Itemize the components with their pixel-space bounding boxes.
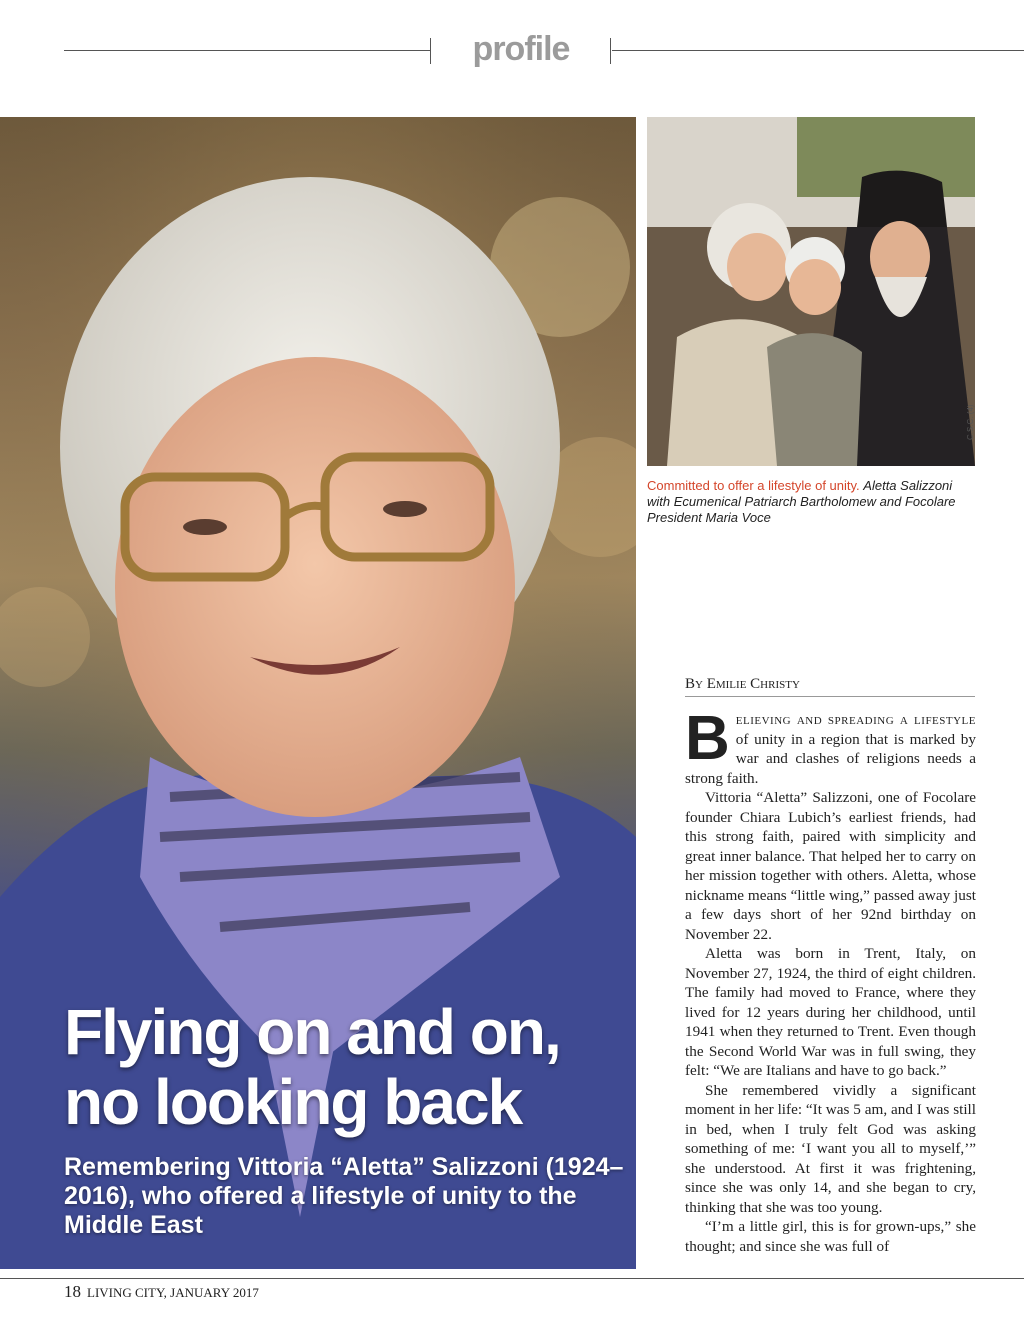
byline [685, 676, 975, 697]
header-tick-right [610, 38, 611, 64]
photo-caption [647, 478, 977, 526]
photo-credit: C.S.C. (4) [966, 404, 975, 440]
inset-photo [647, 117, 975, 466]
footer [64, 1282, 259, 1302]
paragraph-1-rest: of unity in a region that is marked by war and clashes of religions needs a strong faith. [685, 730, 976, 787]
article-paragraph-2: Vittoria “Aletta” Salizzoni, one of Focolare founder Chiara Lubich’s earliest friends, had this strong faith, paired with simplicity and great inner balance. That helped her to carry on her mission together with others. Aletta, whose nickname means “little wing,” passed away just a few days short of her 92nd birthday on November 22. [685, 789, 976, 943]
header-rule-left [64, 50, 430, 51]
article-paragraph-1 [685, 704, 976, 788]
byline-prefix: By [685, 676, 707, 692]
hero-photo [0, 117, 636, 1269]
byline-author: Emilie Christy [706, 676, 800, 692]
title-line-1: Flying on and on, [64, 996, 560, 1068]
lead-smallcaps: elieving and spreading a lifestyle [735, 711, 976, 728]
caption-text: Aletta Salizzoni with Ecumenical Patriarch Bartholomew and Focolare President Maria Voce [647, 478, 956, 525]
article-subtitle: Remembering Vittoria “Aletta” Salizzoni (1924–2016), who offered a lifestyle of unity to the Middle East [64, 1153, 624, 1239]
inset-photo-illustration [647, 117, 975, 466]
article-body [685, 704, 976, 1256]
article-paragraph-4: She remembered vividly a significant moment in her life: “It was 5 am, and I was still in bed, when I truly felt God was asking something of me: ‘I want you all to myself,’” she understood. At first it was frightening, since she was only 14, and she began to cry, thinking that she was too young. [685, 1081, 976, 1216]
title-line-2: no looking back [64, 1066, 522, 1138]
article-paragraph-3: Aletta was born in Trent, Italy, on November 27, 1924, the third of eight children. The family had moved to France, where they lived for 12 years during her childhood, until 1941 when they returned to Trent. Even though the Second World War was in full swing, they felt: “We are Italians and have to go back.” [685, 945, 976, 1079]
section-label: profile [472, 30, 570, 68]
page-number: 18 [64, 1282, 81, 1301]
header-rule-right [612, 50, 1024, 51]
publication-line: LIVING CITY, JANUARY 2017 [87, 1285, 259, 1300]
header-tick-left [430, 38, 431, 64]
article-title [64, 997, 624, 1137]
article-paragraph-5: “I’m a little girl, this is for grown-ups,” she thought; and since she was full of [685, 1218, 976, 1255]
footer-rule [0, 1278, 1024, 1279]
caption-lead: Committed to offer a lifestyle of unity. [647, 478, 860, 493]
drop-cap: B [685, 704, 730, 773]
